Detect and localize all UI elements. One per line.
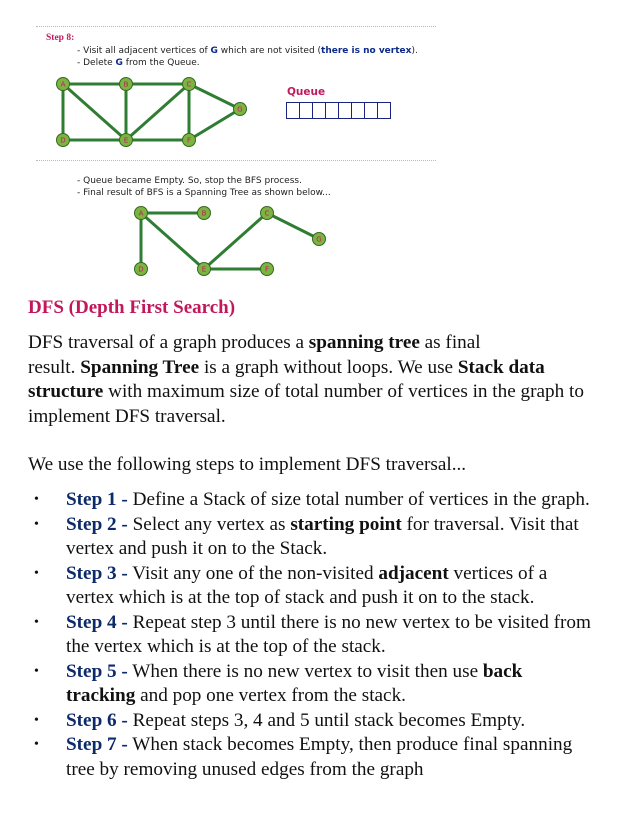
step-item xyxy=(28,660,591,709)
vertex-g: G xyxy=(210,46,218,56)
final-line1: - Queue became Empty. So, stop the BFS process. xyxy=(77,176,302,186)
bold-term: adjacent xyxy=(378,562,449,584)
bold-term: Stack data xyxy=(457,356,545,378)
bullet-icon: • xyxy=(34,712,39,728)
step-line: Step 3 - Visit any one of the non-visited adjacent vertices of a xyxy=(66,562,548,584)
edge-a-e xyxy=(141,213,204,269)
bullet-icon: • xyxy=(34,663,39,679)
node-label-g: G xyxy=(316,235,322,244)
node-label-d: D xyxy=(138,265,144,274)
node-label-a: A xyxy=(138,209,144,218)
paragraph-line: result. Spanning Tree is a graph without loops. We use Stack data xyxy=(28,356,545,378)
node-label-g: G xyxy=(237,105,243,114)
graph-diagrams xyxy=(0,0,638,290)
step-name: Step 3 - xyxy=(66,562,128,584)
paragraph-line: DFS traversal of a graph produces a spanning tree as final xyxy=(28,332,481,353)
bullet-icon: • xyxy=(34,516,39,532)
step-item xyxy=(28,488,591,513)
bold-term: structure xyxy=(28,381,104,402)
step-line: Step 2 - Select any vertex as starting point for traversal. Visit that xyxy=(66,513,579,535)
no-vertex: there is no vertex xyxy=(321,46,412,56)
step-item xyxy=(28,709,591,734)
node-label-b: B xyxy=(123,80,129,89)
paragraph-line: structure with maximum size of total number of vertices in the graph to xyxy=(28,381,584,402)
step-name: Step 5 - xyxy=(66,660,128,682)
bold-term: spanning tree xyxy=(308,332,420,353)
step-line: Step 4 - Repeat step 3 until there is no new vertex to be visited from xyxy=(66,611,591,633)
node-label-b: B xyxy=(201,209,207,218)
node-label-e: E xyxy=(123,136,129,145)
bold-term: back xyxy=(482,660,523,682)
step-name: Step 7 - xyxy=(66,734,128,755)
bullet-icon: • xyxy=(34,565,39,581)
step-line: Step 7 - When stack becomes Empty, then produce final spanning xyxy=(66,734,573,755)
text: from the Queue. xyxy=(122,58,200,68)
node-label-e: E xyxy=(201,265,207,274)
text: - Delete xyxy=(77,58,116,68)
step-line: tree by removing unused edges from the graph xyxy=(66,758,424,780)
step-item xyxy=(28,733,591,782)
queue-label: Queue xyxy=(287,86,326,98)
node-label-c: C xyxy=(186,80,192,89)
vertex-g: G xyxy=(115,58,123,68)
bullet-icon: • xyxy=(34,614,39,630)
edge-c-e xyxy=(204,213,267,269)
step-name: Step 2 - xyxy=(66,513,128,535)
step-line: tracking and pop one vertex from the stack. xyxy=(66,685,406,706)
step8-graph xyxy=(57,78,247,147)
step-item xyxy=(28,562,591,611)
step-line: vertex which is at the top of stack and push it on to the stack. xyxy=(66,587,535,608)
step-line: vertex and push it on to the Stack. xyxy=(66,538,328,559)
text: which are not visited ( xyxy=(217,46,322,56)
step-line: Step 1 - Define a Stack of size total number of vertices in the graph. xyxy=(66,489,590,510)
node-label-c: C xyxy=(264,209,270,218)
bold-term: Spanning Tree xyxy=(80,356,200,378)
step-line: the vertex which is at the top of the stack. xyxy=(66,636,386,657)
node-label-a: A xyxy=(60,80,66,89)
step-line: Step 5 - When there is no new vertex to visit then use back xyxy=(66,660,523,682)
step-name: Step 6 - xyxy=(66,709,128,731)
node-label-f: F xyxy=(186,136,192,145)
bold-term: tracking xyxy=(66,685,136,706)
step-line: Step 6 - Repeat steps 3, 4 and 5 until stack becomes Empty. xyxy=(66,709,526,731)
step-item xyxy=(28,513,591,562)
dfs-steps-intro: We use the following steps to implement DFS traversal... xyxy=(28,454,467,475)
bold-term: starting point xyxy=(290,513,402,535)
step-name: Step 4 - xyxy=(66,611,128,633)
dfs-steps-list xyxy=(28,488,591,782)
text: ). xyxy=(411,46,418,56)
edge-c-g xyxy=(267,213,319,239)
edge-g-f xyxy=(189,109,240,140)
node-label-d: D xyxy=(60,136,66,145)
node-label-f: F xyxy=(264,265,270,274)
text: - Visit all adjacent vertices of xyxy=(77,46,211,56)
step-name: Step 1 - xyxy=(66,489,128,510)
bullet-icon: • xyxy=(34,737,39,752)
final-line2: - Final result of BFS is a Spanning Tree as shown below... xyxy=(77,188,331,198)
paragraph-line: implement DFS traversal. xyxy=(28,405,226,427)
edge-c-g xyxy=(189,84,240,109)
dfs-title: DFS (Depth First Search) xyxy=(28,297,236,318)
spanning-tree-graph xyxy=(135,207,326,276)
step-item xyxy=(28,611,591,660)
bullet-icon: • xyxy=(34,492,39,507)
step8-label: Step 8: xyxy=(46,33,75,43)
edge-a-e xyxy=(63,84,126,140)
edge-c-e xyxy=(126,84,189,140)
